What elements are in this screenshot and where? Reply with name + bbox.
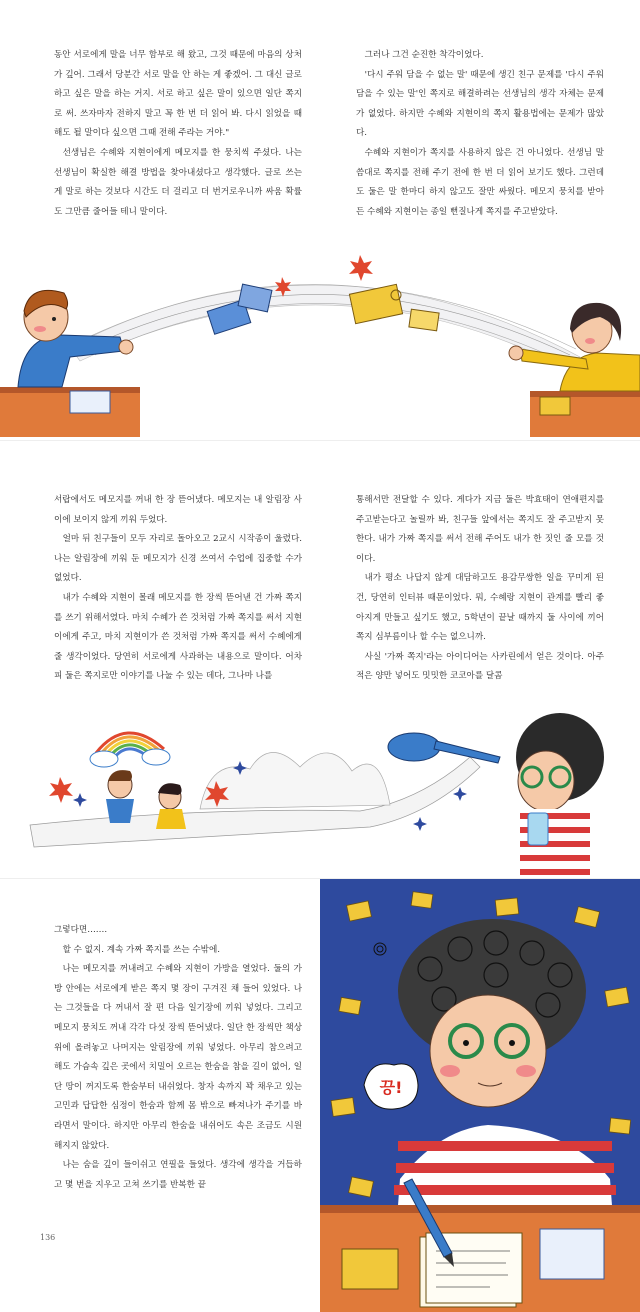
paragraph: 사실 '가짜 쪽지'라는 아이디어는 사카린에서 얻은 것이다. 아주 적은 양만 넣어도 밋밋한 코코아를 달콤 (356, 651, 604, 682)
sound-effect-text: 끙! (379, 1078, 403, 1097)
spread3-text-column (54, 921, 302, 1195)
note-fight-illustration (0, 237, 640, 437)
sweetener-illustration (0, 697, 640, 877)
paragraph: 얼마 뒤 친구들이 모두 자리로 돌아오고 2교시 시작종이 울렸다. 나는 알림장에 끼워 둔 메모지가 신경 쓰여서 수업에 집중할 수가 없었다. (54, 534, 302, 584)
paragraph: 내가 수혜와 지현이 몰래 메모지를 한 장씩 뜯어낸 건 가짜 쪽지를 쓰기 위해서였다. 마치 수혜가 쓴 것처럼 가짜 쪽지를 써서 지현이에게 주고, 마치 지현이가 쓴 것처럼 가짜 쪽지를 써서 수혜에게 줄 생각이었다. 당연히 서로에게 사과하는 내용으로 말이다. 어차피 둘은 쪽지로만 이야기를 나눌 수 있는 데다, 그나마 나를 (54, 592, 302, 682)
paragraph: 통해서만 전달할 수 있다. 게다가 지금 둘은 박효태이 연애편지를 주고받는다고 놀릴까 봐, 친구들 앞에서는 쪽지도 잘 주고받지 못한다. 내가 가짜 쪽지를 써서 전해 주어도 내가 한 짓인 줄 모를 것이다. (356, 495, 604, 564)
curly-boy-character (516, 713, 604, 877)
paragraph: 동안 서로에게 말을 너무 함부로 해 왔고, 그것 때문에 마음의 상처가 깊어. 그래서 당분간 서로 말을 안 하는 게 좋겠어. 그 대신 글로 하고 싶은 말을 하는 거지. 서로 하고 싶은 말이 있으면 일단 쪽지로 써. 쓰자마자 전하지 말고 꼭 한 번 더 읽어 봐. 다시 읽었을 때 해도 될 말이다 싶으면 그때 전해 주라는 거야." (54, 50, 302, 139)
cloud-icon (90, 749, 170, 767)
motion-arc (70, 284, 580, 365)
paragraph: 선생님은 수혜와 지현이에게 메모지를 한 뭉치씩 주셨다. 나는 선생님이 확실한 해결 방법을 찾아내셨다고 생각했다. 글로 쓰는 게 말로 하는 것보다 시간도 더 걸리고 더 번거로우니까 싸움 확률도 그만큼 줄어들 테니 말이다. (54, 147, 302, 217)
spread2-right-column (356, 491, 604, 687)
paragraph: 그렇다면……. (54, 925, 108, 935)
paragraph: 수혜와 지현이가 쪽지를 사용하지 않은 건 아니었다. 선생님 말씀대로 쪽지를 전해 주기 전에 한 번 더 읽어 보기도 했다. 그런데도 둘은 말 한마디 하지 않고도 잘만 싸웠다. 메모지 뭉치를 받아 든 수혜와 지현이는 종일 뻔질나게 쪽지를 주고받았다. (356, 147, 604, 217)
page-number: 136 (40, 1233, 56, 1242)
face (430, 995, 546, 1107)
paragraph: '다시 주워 담을 수 없는 말' 때문에 생긴 친구 문제를 '다시 주워 담을 수 있는 말'인 쪽지로 해결하려는 선생님의 생각 자체는 문제가 없었다. 하지만 수혜와 지현이의 쪽지 활용법에는 문제가 많았다. (356, 69, 604, 139)
spread-2 (0, 440, 640, 877)
paragraph: 내가 평소 나답지 않게 대담하고도 용감무쌍한 일을 꾸미게 된 건, 당연히 인터뷰 때문이었다. 뭐, 수혜랑 지현이 관계를 빨리 좋아지게 만들고 싶기도 했고, 5학년이 끝날 때까지 둘 사이에 끼어 쪽지 심부름이나 할 수는 없으니까. (356, 573, 604, 643)
worried-boy-illustration (320, 879, 640, 1312)
boy-character (0, 290, 140, 437)
spread1-left-column (54, 46, 302, 222)
paragraph: 나는 메모지를 꺼내려고 수혜와 지현이 가방을 열었다. 둘의 가방 안에는 서로에게 받은 쪽지 몇 장이 구겨진 채 들어 있었다. 나는 그것들을 다 꺼내서 잘 편 다음 일기장에 끼워 넣었다. 그리고 메모지 뭉치도 꺼내 각각 다섯 장씩 뜯어냈다. 일단 한 장씩만 책상 위에 올려놓고 나머지는 알림장에 끼워 넣었다. 아무리 참으려고 해도 가슴속 깊은 곳에서 치밀어 오르는 한숨을 참을 길이 없어, 일단 땅이 꺼지도록 한숨부터 내쉬었다. 창자 속까지 꽉 채우고 있는 고민과 답답한 심정이 한숨과 함께 몸 밖으로 빠져나가 주기를 바라면서 말이다. 하지만 아무리 한숨을 내쉬어도 속은 조금도 시원해지지 않았다. (54, 964, 302, 1151)
sound-bubble (364, 1064, 418, 1109)
spread2-left-column (54, 491, 302, 687)
paragraph: 그러나 그건 순진한 착각이었다. (364, 50, 484, 60)
spread-3 (0, 878, 640, 1312)
spread1-right-column (356, 46, 604, 222)
paragraph: 서랍에서도 메모지를 꺼내 한 장 뜯어냈다. 메모지는 내 알림장 사이에 보이지 않게 끼워 두었다. (54, 495, 302, 525)
ladle-icon (388, 733, 500, 763)
sweet-stream (30, 752, 480, 847)
paragraph: 나는 숨을 깊이 들이쉬고 연필을 들었다. 생각에 생각을 거듭하고 몇 번을 지우고 고쳐 쓰기를 반복한 끝 (54, 1160, 302, 1190)
paragraph: 할 수 없지. 계속 가짜 쪽지를 쓰는 수밖에. (62, 944, 221, 955)
girl-character (509, 303, 640, 437)
spread-1 (0, 0, 640, 437)
